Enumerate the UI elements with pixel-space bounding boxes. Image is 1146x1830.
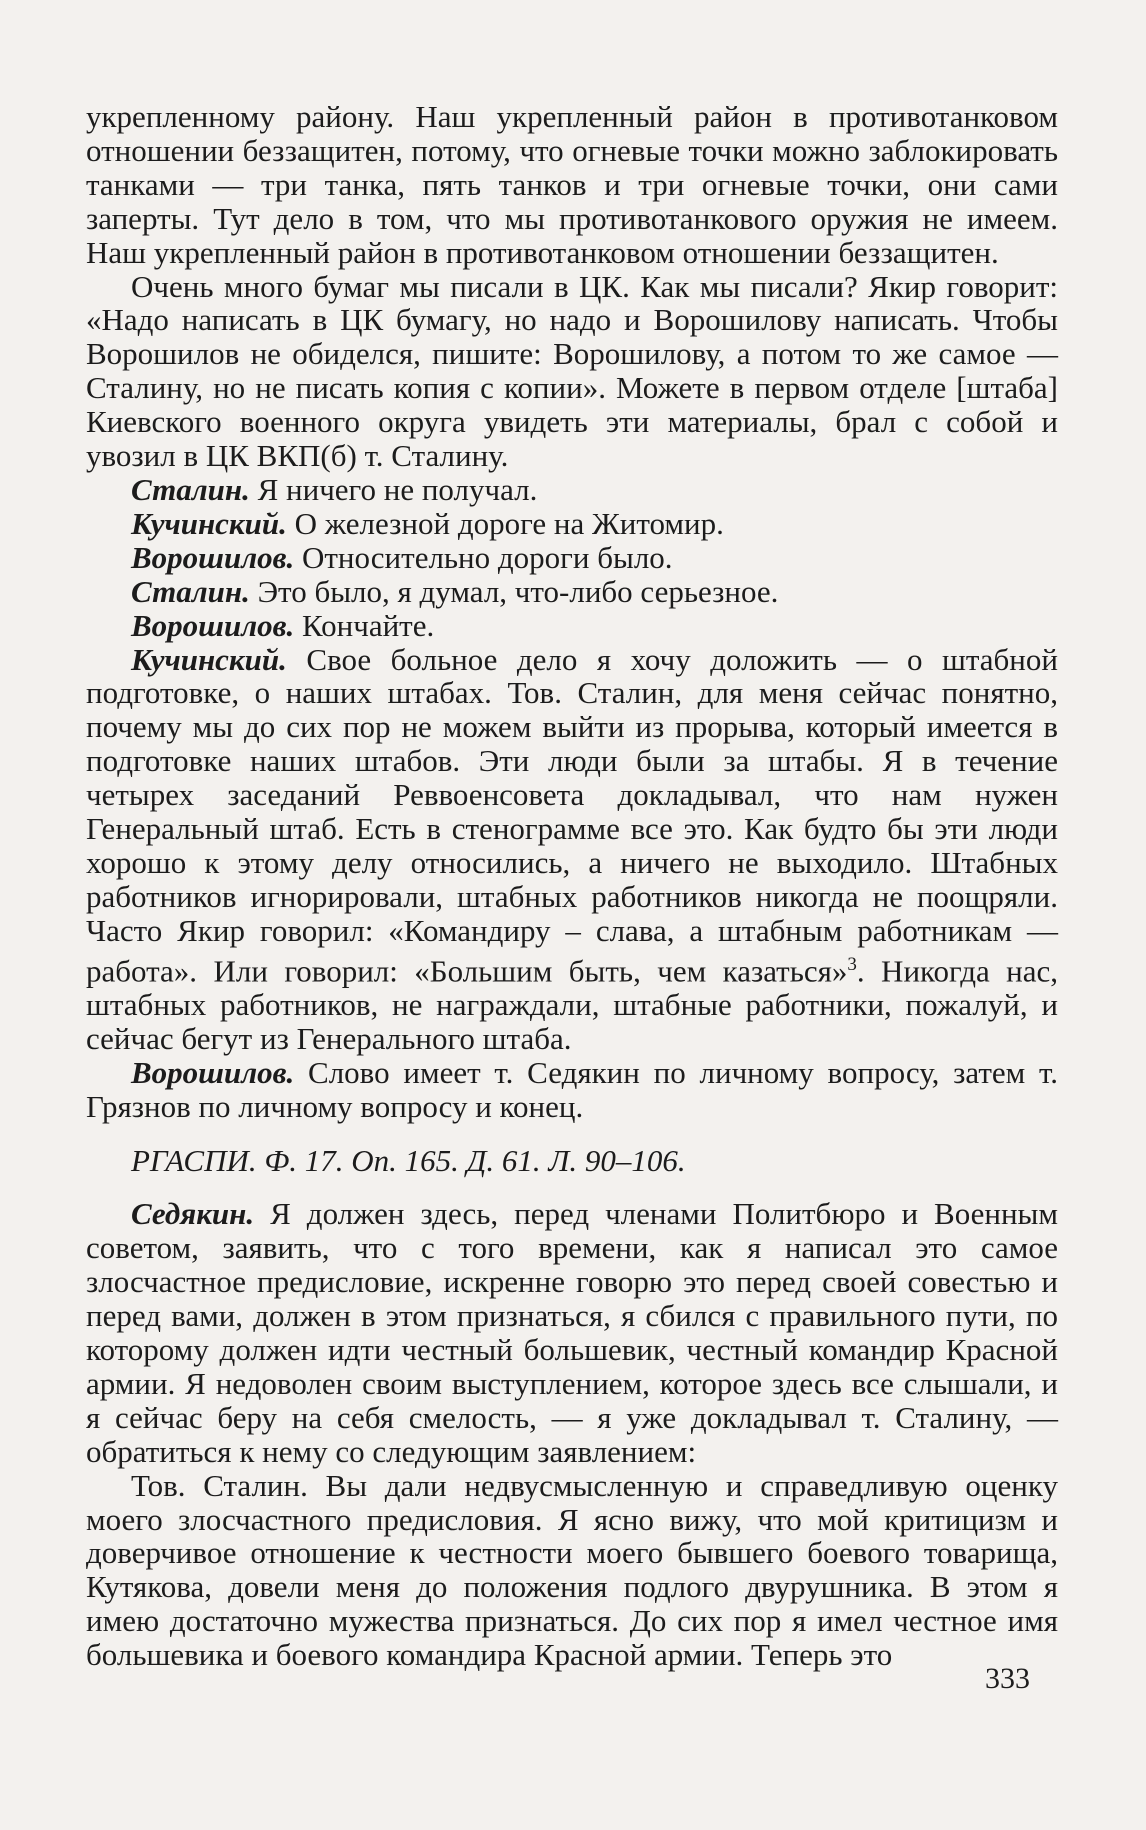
paragraph-continued: укрепленному району. Наш укрепленный район в противотанковом отношении беззащитен, потому, что огневые точки можно заблокировать танками — три танка, пять танков и три огневые точки, они сами заперты. Тут дело в том, что мы противотанкового оружия не имеем. Наш укрепленный район в противотанковом отношении беззащитен. xyxy=(86,99,1058,270)
dialogue-line xyxy=(86,643,1058,1056)
paragraph: Тов. Сталин. Вы дали недвусмысленную и справедливую оценку моего злосчастного предисловия. Я ясно вижу, что мой критицизм и доверчивое отношение к честности моего бывшего боевого товарища, Кутякова, довели меня до положения подлого двурушника. В этом я имею достаточно мужества признаться. До сих пор я имел честное имя большевика и боевого командира Красной армии. Теперь это xyxy=(86,1467,1058,1673)
speech-text: Это было, я думал, что-либо серьезное. xyxy=(249,573,779,609)
dialogue-line xyxy=(86,507,1058,541)
speech-text: Относительно дороги было. xyxy=(294,539,673,575)
speech-text: . Никогда нас, штабных работников, не награждали, штабные работники, пожалуй, и сейчас бегут из Генерального штаба. xyxy=(86,952,1058,1056)
speaker-name: Кучинский. xyxy=(131,641,287,677)
page-number: 333 xyxy=(985,1662,1030,1695)
speech-text: О железной дороге на Житомир. xyxy=(286,505,724,541)
speech-text: Свое больное дело я хочу доложить — о штабной подготовке, о наших штабах. Тов. Сталин, для меня сейчас понятно, почему мы до сих пор не можем выйти из прорыва, который имеется в подготовке наших штабов. Эти люди были за штабы. Я в течение четырех заседаний Реввоенсовета докладывал, что нам нужен Генеральный штаб. Есть в стенограмме все это. Как будто бы эти люди хорошо к этому делу относились, а ничего не выходило. Штабных работников игнорировали, штабных работников никогда не поощряли. Часто Якир говорил: «Командиру – слава, а штабным работникам — работа». Или говорил: «Большим быть, чем казаться» xyxy=(86,641,1058,988)
archive-source: РГАСПИ. Ф. 17. Оп. 165. Д. 61. Л. 90–106. xyxy=(131,1142,686,1178)
speech-text: Я ничего не получал. xyxy=(249,471,538,507)
speaker-name: Ворошилов. xyxy=(131,607,295,643)
speaker-name: Седякин. xyxy=(131,1196,255,1232)
page-body xyxy=(86,100,1058,1672)
speaker-name: Кучинский. xyxy=(131,505,287,541)
dialogue-line xyxy=(86,609,1058,643)
dialogue-line xyxy=(86,473,1058,507)
speech-text: Я должен здесь, перед членами Политбюро и Военным советом, заявить, что с того времени, как я написал это самое злосчастное предисловие, искренне говорю это перед своей совестью и перед вами, должен в этом признаться, я сбился с правильного пути, по которому должен идти честный большевик, честный командир Красной армии. Я недоволен своим выступлением, которое здесь все слышали, и я сейчас беру на себя смелость, — я уже докладывал т. Сталину, — обратиться к нему со следующим заявлением: xyxy=(86,1196,1058,1469)
speech-text: Кончайте. xyxy=(294,607,435,643)
speaker-name: Сталин. xyxy=(131,471,250,507)
speaker-name: Ворошилов. xyxy=(131,1054,295,1090)
dialogue-line xyxy=(86,575,1058,609)
paragraph: Очень много бумаг мы писали в ЦК. Как мы писали? Якир говорит: «Надо написать в ЦК бумагу, но надо и Ворошилову написать. Чтобы Ворошилов не обиделся, пишите: Ворошилову, а потом то же самое — Сталину, но не писать копия с копии». Можете в первом отделе [штаба] Киевского военного округа увидеть эти материалы, брал с собой и увозил в ЦК ВКП(б) т. Сталину. xyxy=(86,268,1058,474)
footnote-marker: 3 xyxy=(847,953,857,975)
speaker-name: Ворошилов. xyxy=(131,539,295,575)
dialogue-line xyxy=(86,1056,1058,1124)
dialogue-line xyxy=(86,1197,1058,1468)
speaker-name: Сталин. xyxy=(131,573,250,609)
speech-text: Слово имеет т. Седякин по личному вопросу, затем т. Грязнов по личному вопросу и конец. xyxy=(86,1054,1058,1124)
dialogue-line xyxy=(86,541,1058,575)
